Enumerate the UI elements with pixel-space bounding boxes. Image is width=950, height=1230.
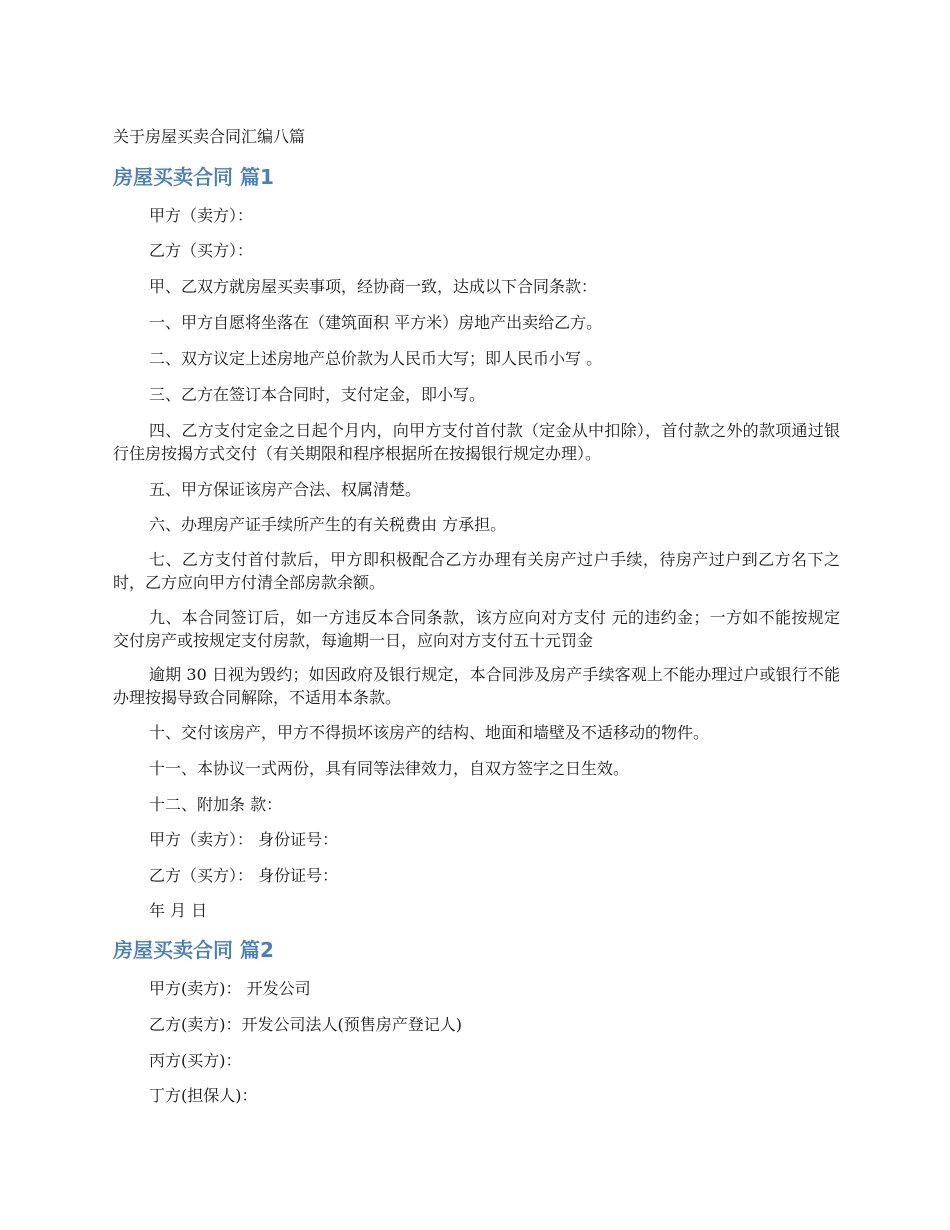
paragraph: 二、双方议定上述房地产总价款为人民币大写；即人民币小写 。 [149, 349, 603, 368]
paragraph: 丁方(担保人)： [149, 1086, 258, 1105]
paragraph: 乙方(卖方)：开发公司法人(预售房产登记人) [149, 1015, 462, 1034]
paragraph: 十二、附加条 款： [149, 795, 283, 814]
paragraph: 六、办理房产证手续所产生的有关税费由 方承担。 [149, 515, 507, 534]
paragraph: 三、乙方在签订本合同时，支付定金，即小写。 [149, 385, 486, 404]
paragraph: 甲方（卖方）： [149, 206, 254, 225]
paragraph: 七、乙方支付首付款后，甲方即积极配合乙方办理有关房产过户手续，待房产过户到乙方名下之时，乙方应向甲方付清全部房款余额。 [113, 550, 840, 592]
section-heading-2: 房屋买卖合同 篇2 [113, 938, 274, 962]
paragraph: 四、乙方支付定金之日起个月内，向甲方支付首付款（定金从中扣除），首付款之外的款项通过银行住房按揭方式交付（有关期限和程序根据所在按揭银行规定办理）。 [113, 421, 840, 463]
paragraph: 甲、乙双方就房屋买卖事项，经协商一致，达成以下合同条款： [149, 277, 598, 296]
paragraph: 逾期 30 日视为毁约；如因政府及银行规定，本合同涉及房产手续客观上不能办理过户或银行不能办理按揭导致合同解除，不适用本条款。 [113, 665, 840, 707]
paragraph: 一、甲方自愿将坐落在（建筑面积 平方米）房地产出卖给乙方。 [149, 313, 603, 332]
paragraph: 五、甲方保证该房产合法、权属清楚。 [149, 480, 422, 499]
paragraph: 九、本合同签订后，如一方违反本合同条款，该方应向对方支付 元的违约金；一方如不能按规定交付房产或按规定支付房款，每逾期一日，应向对方支付五十元罚金 [113, 608, 840, 650]
section-heading-1: 房屋买卖合同 篇1 [113, 165, 274, 189]
paragraph: 甲方（卖方）： 身份证号： [149, 830, 339, 849]
paragraph: 甲方(卖方)： 开发公司 [149, 979, 311, 998]
paragraph: 丙方(买方)： [149, 1051, 242, 1070]
document-title: 关于房屋买卖合同汇编八篇 [113, 127, 306, 146]
paragraph: 十、交付该房产，甲方不得损坏该房产的结构、地面和墙壁及不适移动的物件。 [149, 723, 710, 742]
paragraph: 乙方（买方）： [149, 241, 254, 260]
paragraph: 十一、本协议一式两份，具有同等法律效力，自双方签字之日生效。 [149, 759, 630, 778]
paragraph: 年 月 日 [149, 901, 208, 920]
paragraph: 乙方（买方）： 身份证号： [149, 866, 339, 885]
